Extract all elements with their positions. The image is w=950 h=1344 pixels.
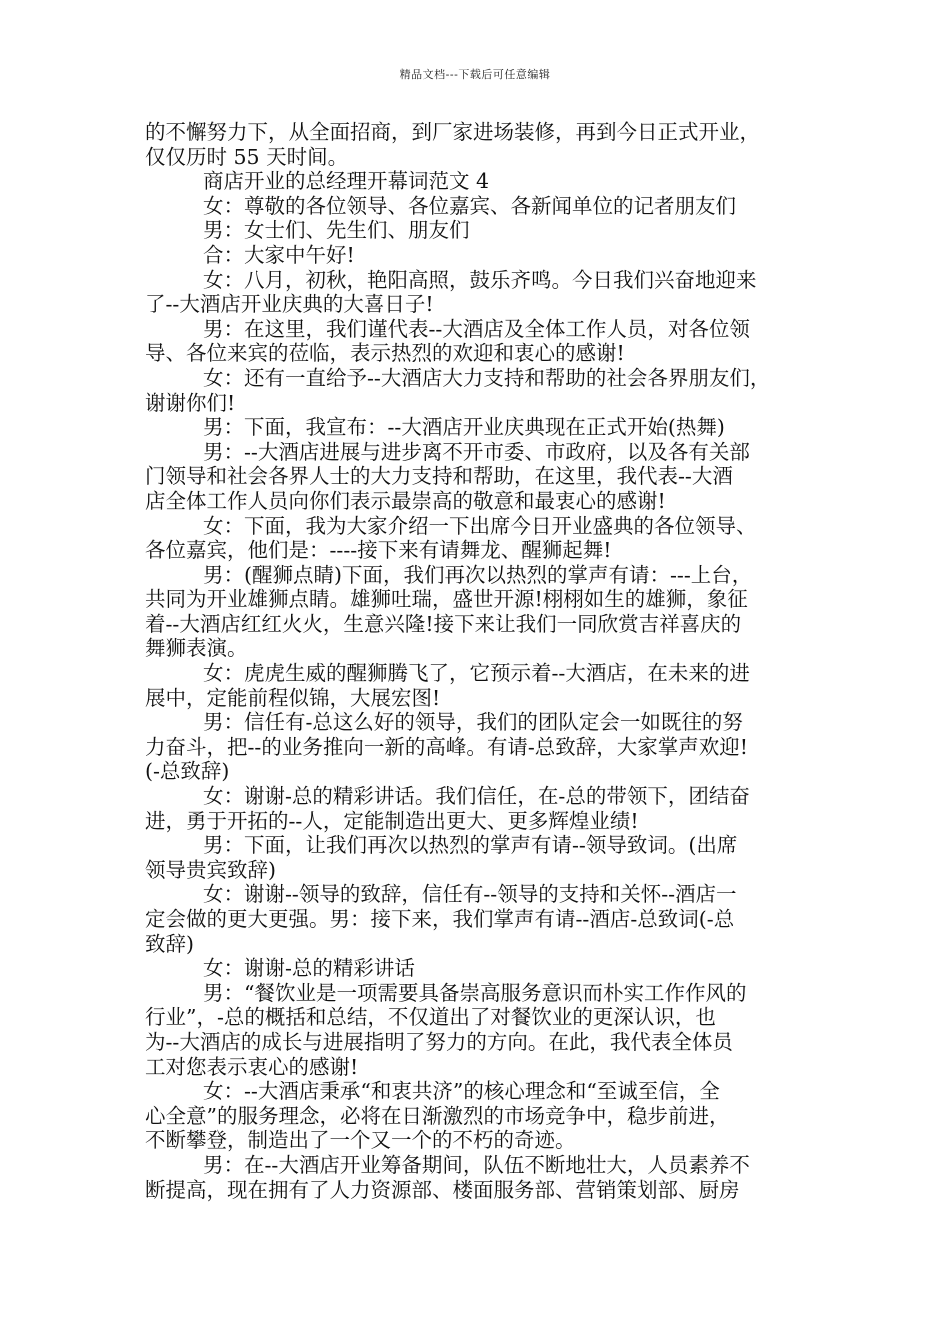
text-line: 为--大酒店的成长与进展指明了努力的方向。在此，我代表全体员 xyxy=(145,1029,733,1054)
text-line: 合：大家中午好! xyxy=(203,242,355,267)
text-line: 领导贵宾致辞) xyxy=(145,857,276,882)
text-line: 致辞) xyxy=(145,931,194,956)
text-line: 女：--大酒店秉承“和衷共济”的核心理念和“至诚至信，全 xyxy=(203,1079,720,1104)
text-line: 展中，定能前程似锦，大展宏图! xyxy=(145,685,441,710)
text-line: 行业”，-总的概括和总结，不仅道出了对餐饮业的更深认识，也 xyxy=(145,1005,716,1030)
text-line: 门领导和社会各界人士的大力支持和帮助，在这里，我代表--大酒 xyxy=(145,464,733,489)
text-line: 女：谢谢-总的精彩讲话。我们信任，在-总的带领下，团结奋 xyxy=(203,784,750,809)
text-line: 心全意”的服务理念，必将在日渐激烈的市场竞争中，稳步前进， xyxy=(145,1103,730,1128)
text-line: 力奋斗，把--的业务推向一新的高峰。有请-总致辞，大家掌声欢迎! xyxy=(145,734,749,759)
text-line: 店全体工作人员向你们表示最崇高的敬意和最衷心的感谢! xyxy=(145,488,666,513)
text-line: 断提高，现在拥有了人力资源部、楼面服务部、营销策划部、厨房 xyxy=(145,1177,740,1202)
text-line: 男：在这里，我们谨代表--大酒店及全体工作人员，对各位领 xyxy=(203,316,750,341)
text-line: 仅仅历时 55 天时间。 xyxy=(145,144,349,169)
text-line: 女：谢谢-总的精彩讲话 xyxy=(203,956,415,981)
text-line: 女：谢谢--领导的致辞，信任有--领导的支持和关怀--酒店一 xyxy=(203,882,737,907)
text-line: 男：女士们、先生们、朋友们 xyxy=(203,218,470,243)
text-line: 男：--大酒店进展与进步离不开市委、市政府，以及各有关部 xyxy=(203,439,750,464)
text-line: 进，勇于开拓的--人，定能制造出更大、更多辉煌业绩! xyxy=(145,808,639,833)
text-line: 导、各位来宾的莅临，表示热烈的欢迎和衷心的感谢! xyxy=(145,341,625,366)
text-line: 男：下面，让我们再次以热烈的掌声有请--领导致词。(出席 xyxy=(203,833,738,858)
text-line: 商店开业的总经理开幕词范文 4 xyxy=(203,169,490,194)
document-body xyxy=(145,120,813,1202)
text-line: 着--大酒店红红火火，生意兴隆!接下来让我们一同欣赏吉祥喜庆的 xyxy=(145,611,742,636)
text-line: 女：虎虎生威的醒狮腾飞了，它预示着--大酒店，在未来的进 xyxy=(203,661,750,686)
text-line: (-总致辞) xyxy=(145,759,230,784)
text-line: 男：下面，我宣布：--大酒店开业庆典现在正式开始(热舞) xyxy=(203,415,725,440)
text-line: 男：(醒狮点睛)下面，我们再次以热烈的掌声有请：---上台， xyxy=(203,562,753,587)
text-line: 定会做的更大更强。男：接下来，我们掌声有请--酒店-总致词(-总 xyxy=(145,907,735,931)
text-line: 女：尊敬的各位领导、各位嘉宾、各新闻单位的记者朋友们 xyxy=(203,193,736,218)
text-line: 不断攀登，制造出了一个又一个的不朽的奇迹。 xyxy=(145,1128,576,1153)
text-line: 谢谢你们! xyxy=(145,390,236,415)
text-line: 男：信任有-总这么好的领导，我们的团队定会一如既往的努 xyxy=(203,710,743,735)
text-line: 女：八月，初秋，艳阳高照，鼓乐齐鸣。今日我们兴奋地迎来 xyxy=(203,267,757,292)
text-line: 的不懈努力下，从全面招商，到厂家进场装修，再到今日正式开业， xyxy=(145,120,760,144)
text-line: 女：下面，我为大家介绍一下出席今日开业盛典的各位领导、 xyxy=(203,513,757,538)
text-line: 男：在--大酒店开业筹备期间，队伍不断地壮大，人员素养不 xyxy=(203,1152,750,1177)
text-line: 女：还有一直给予--大酒店大力支持和帮助的社会各界朋友们， xyxy=(203,365,771,390)
text-line: 工对您表示衷心的感谢! xyxy=(145,1054,359,1079)
text-line: 各位嘉宾，他们是：----接下来有请舞龙、醒狮起舞! xyxy=(145,538,612,563)
text-line: 男：“餐饮业是一项需要具备崇高服务意识而朴实工作作风的 xyxy=(203,980,747,1005)
text-line: 共同为开业雄狮点睛。雄狮吐瑞，盛世开源!栩栩如生的雄狮，象征 xyxy=(145,587,748,612)
page-header: 精品文档---下载后可任意编辑 xyxy=(399,68,551,81)
text-line: 舞狮表演。 xyxy=(145,636,248,661)
text-line: 了--大酒店开业庆典的大喜日子! xyxy=(145,292,434,317)
